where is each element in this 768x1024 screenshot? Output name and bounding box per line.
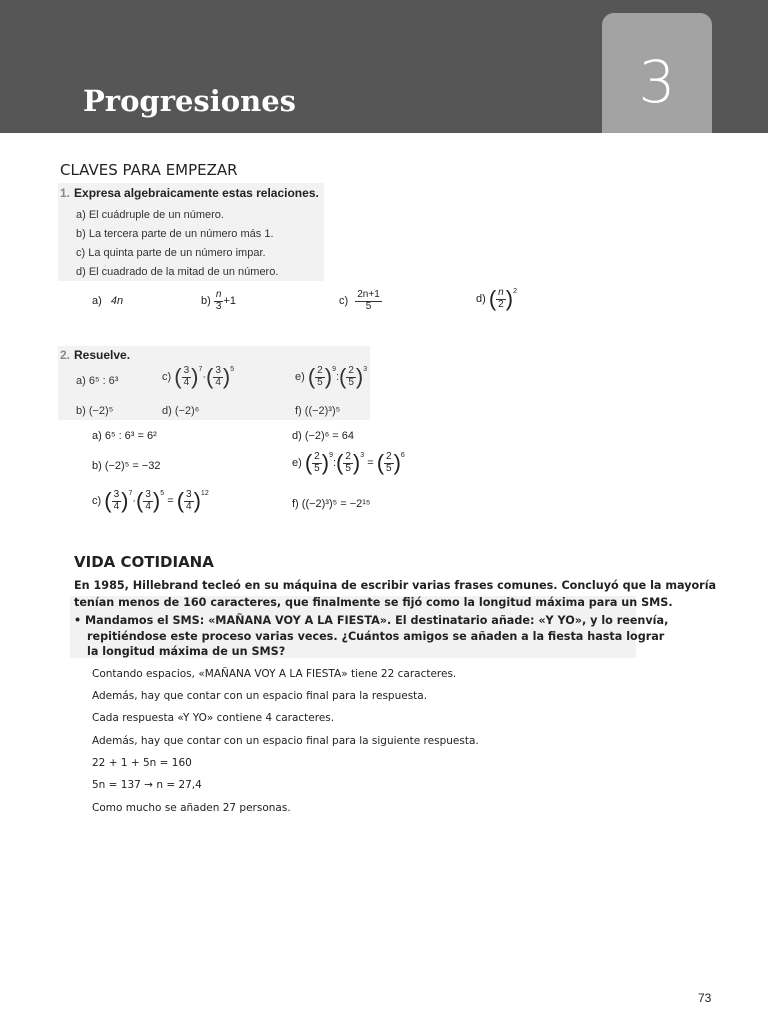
answer-1d-exponent: 2 bbox=[513, 288, 517, 295]
exercise-1-heading bbox=[60, 186, 319, 200]
section-title-vida: VIDA COTIDIANA bbox=[74, 553, 214, 571]
answer-1a-expr: 4n bbox=[110, 295, 124, 307]
page-number: 73 bbox=[698, 991, 712, 1005]
answer-2f: f) ((−2)³)⁵ = −2¹⁵ bbox=[292, 498, 371, 510]
exercise-1-item-a: a) El cuádruple de un número. bbox=[76, 209, 224, 221]
solution-line: Además, hay que contar con un espacio final para la siguiente respuesta. bbox=[92, 735, 479, 747]
vida-question-line-3: la longitud máxima de un SMS? bbox=[87, 645, 286, 658]
solution-equation: 5n = 137 → n = 27,4 bbox=[92, 779, 202, 791]
vida-question-line-1-text: Mandamos el SMS: «MAÑANA VOY A LA FIESTA». El destinatario añade: «Y YO», y lo reenvía, bbox=[85, 614, 669, 627]
answer-1b-numerator: n bbox=[215, 289, 222, 300]
chapter-number: 3 bbox=[638, 48, 676, 116]
exercise-2-item-f: f) ((−2)³)⁵ bbox=[295, 405, 341, 417]
solution-conclusion: Como mucho se añaden 27 personas. bbox=[92, 802, 291, 814]
answer-1c-fraction bbox=[355, 290, 382, 312]
answer-1a bbox=[92, 295, 123, 307]
answer-2c-label: c) bbox=[92, 494, 102, 507]
answer-1c-numerator: 2n+1 bbox=[357, 289, 380, 300]
exercise-2-item-c: c) ( $\frac{3}{4}$ )$^7$·( $\frac{3}{4}$ )$^5$ bbox=[162, 364, 235, 389]
section-title-claves: CLAVES PARA EMPEZAR bbox=[60, 161, 238, 179]
answer-1a-label: a) bbox=[92, 295, 102, 307]
exercise-2-item-c-label: c) bbox=[162, 370, 172, 383]
exercise-1-number: 1. bbox=[60, 186, 71, 200]
solution-line: Además, hay que contar con un espacio final para la respuesta. bbox=[92, 690, 428, 702]
answer-1d-label: d) bbox=[476, 292, 486, 305]
vida-intro-line-2: tenían menos de 160 caracteres, que finalmente se fijó como la longitud máxima para un SMS. bbox=[74, 596, 673, 609]
vida-intro-line-1: En 1985, Hillebrand tecleó en su máquina de escribir varias frases comunes. Concluyó que la mayoría bbox=[74, 579, 717, 592]
answer-1c-label: c) bbox=[339, 294, 349, 307]
solution-line: Contando espacios, «MAÑANA VOY A LA FIESTA» tiene 22 caracteres. bbox=[92, 668, 457, 680]
exercise-2-item-e-label: e) bbox=[295, 370, 305, 383]
solution-equation: 22 + 1 + 5n = 160 bbox=[92, 757, 192, 769]
answer-2e: e) ( $\frac{2}{5}$ )$^9$:( $\frac{2}{5}$ )$^3$ = ( $\frac{2}{5}$ )$^6$ bbox=[292, 450, 405, 475]
vida-question-line-2: repitiéndose este proceso varias veces. ¿Cuántos amigos se añaden a la fiesta hasta lograr bbox=[87, 630, 665, 643]
answer-2d: d) (−2)⁶ = 64 bbox=[292, 430, 355, 442]
exercise-1-prompt: Expresa algebraicamente estas relaciones. bbox=[74, 186, 319, 200]
answer-1d-denominator: 2 bbox=[498, 298, 504, 310]
vida-question-line-1: • Mandamos el SMS: «MAÑANA VOY A LA FIESTA». El destinatario añade: «Y YO», y lo reenvía, bbox=[74, 614, 669, 627]
chapter-tab bbox=[602, 13, 712, 133]
answer-1d-fraction bbox=[496, 288, 506, 310]
exercise-1-box bbox=[58, 183, 324, 281]
exercise-1-item-c: c) La quinta parte de un número impar. bbox=[76, 247, 266, 259]
answer-2c: c) ( $\frac{3}{4}$ )$^7$·( $\frac{3}{4}$ )$^5$ = ( $\frac{3}{4}$ )$^{12}$ bbox=[92, 488, 209, 513]
answer-1b-label: b) bbox=[201, 294, 211, 307]
exercise-2-box bbox=[58, 346, 370, 420]
chapter-header bbox=[0, 0, 768, 133]
answer-1b-tail: +1 bbox=[223, 294, 236, 307]
exercise-1-item-b: b) La tercera parte de un número más 1. bbox=[76, 228, 274, 240]
exercise-2-item-e: e) ( $\frac{2}{5}$ )$^9$:( $\frac{2}{5}$ )$^3$ bbox=[295, 364, 368, 389]
answer-1d-numerator: n bbox=[498, 287, 504, 298]
answer-1b-fraction bbox=[214, 290, 224, 312]
exercise-2-item-d: d) (−2)⁶ bbox=[162, 405, 200, 417]
answer-2e-label: e) bbox=[292, 456, 302, 469]
answer-1d: d) ( $\frac{n}{2}$ )$^2$ bbox=[476, 286, 517, 311]
exercise-2-number: 2. bbox=[60, 348, 71, 362]
exercise-2-heading bbox=[60, 348, 130, 362]
exercise-2-item-b: b) (−2)⁵ bbox=[76, 405, 114, 417]
answer-2b: b) (−2)⁵ = −32 bbox=[92, 460, 161, 472]
answer-2a: a) 6⁵ : 6³ = 6² bbox=[92, 430, 157, 442]
exercise-1-item-d: d) El cuadrado de la mitad de un número. bbox=[76, 266, 279, 278]
answer-1b-denominator: 3 bbox=[215, 300, 222, 312]
answer-1b bbox=[201, 290, 236, 312]
exercise-2-prompt: Resuelve. bbox=[74, 348, 131, 362]
exercise-2-item-a: a) 6⁵ : 6³ bbox=[76, 375, 119, 387]
answer-1c-denominator: 5 bbox=[365, 300, 372, 312]
solution-line: Cada respuesta «Y YO» contiene 4 caracteres. bbox=[92, 712, 335, 724]
chapter-title: Progresiones bbox=[83, 84, 296, 118]
answer-1c bbox=[339, 290, 382, 312]
